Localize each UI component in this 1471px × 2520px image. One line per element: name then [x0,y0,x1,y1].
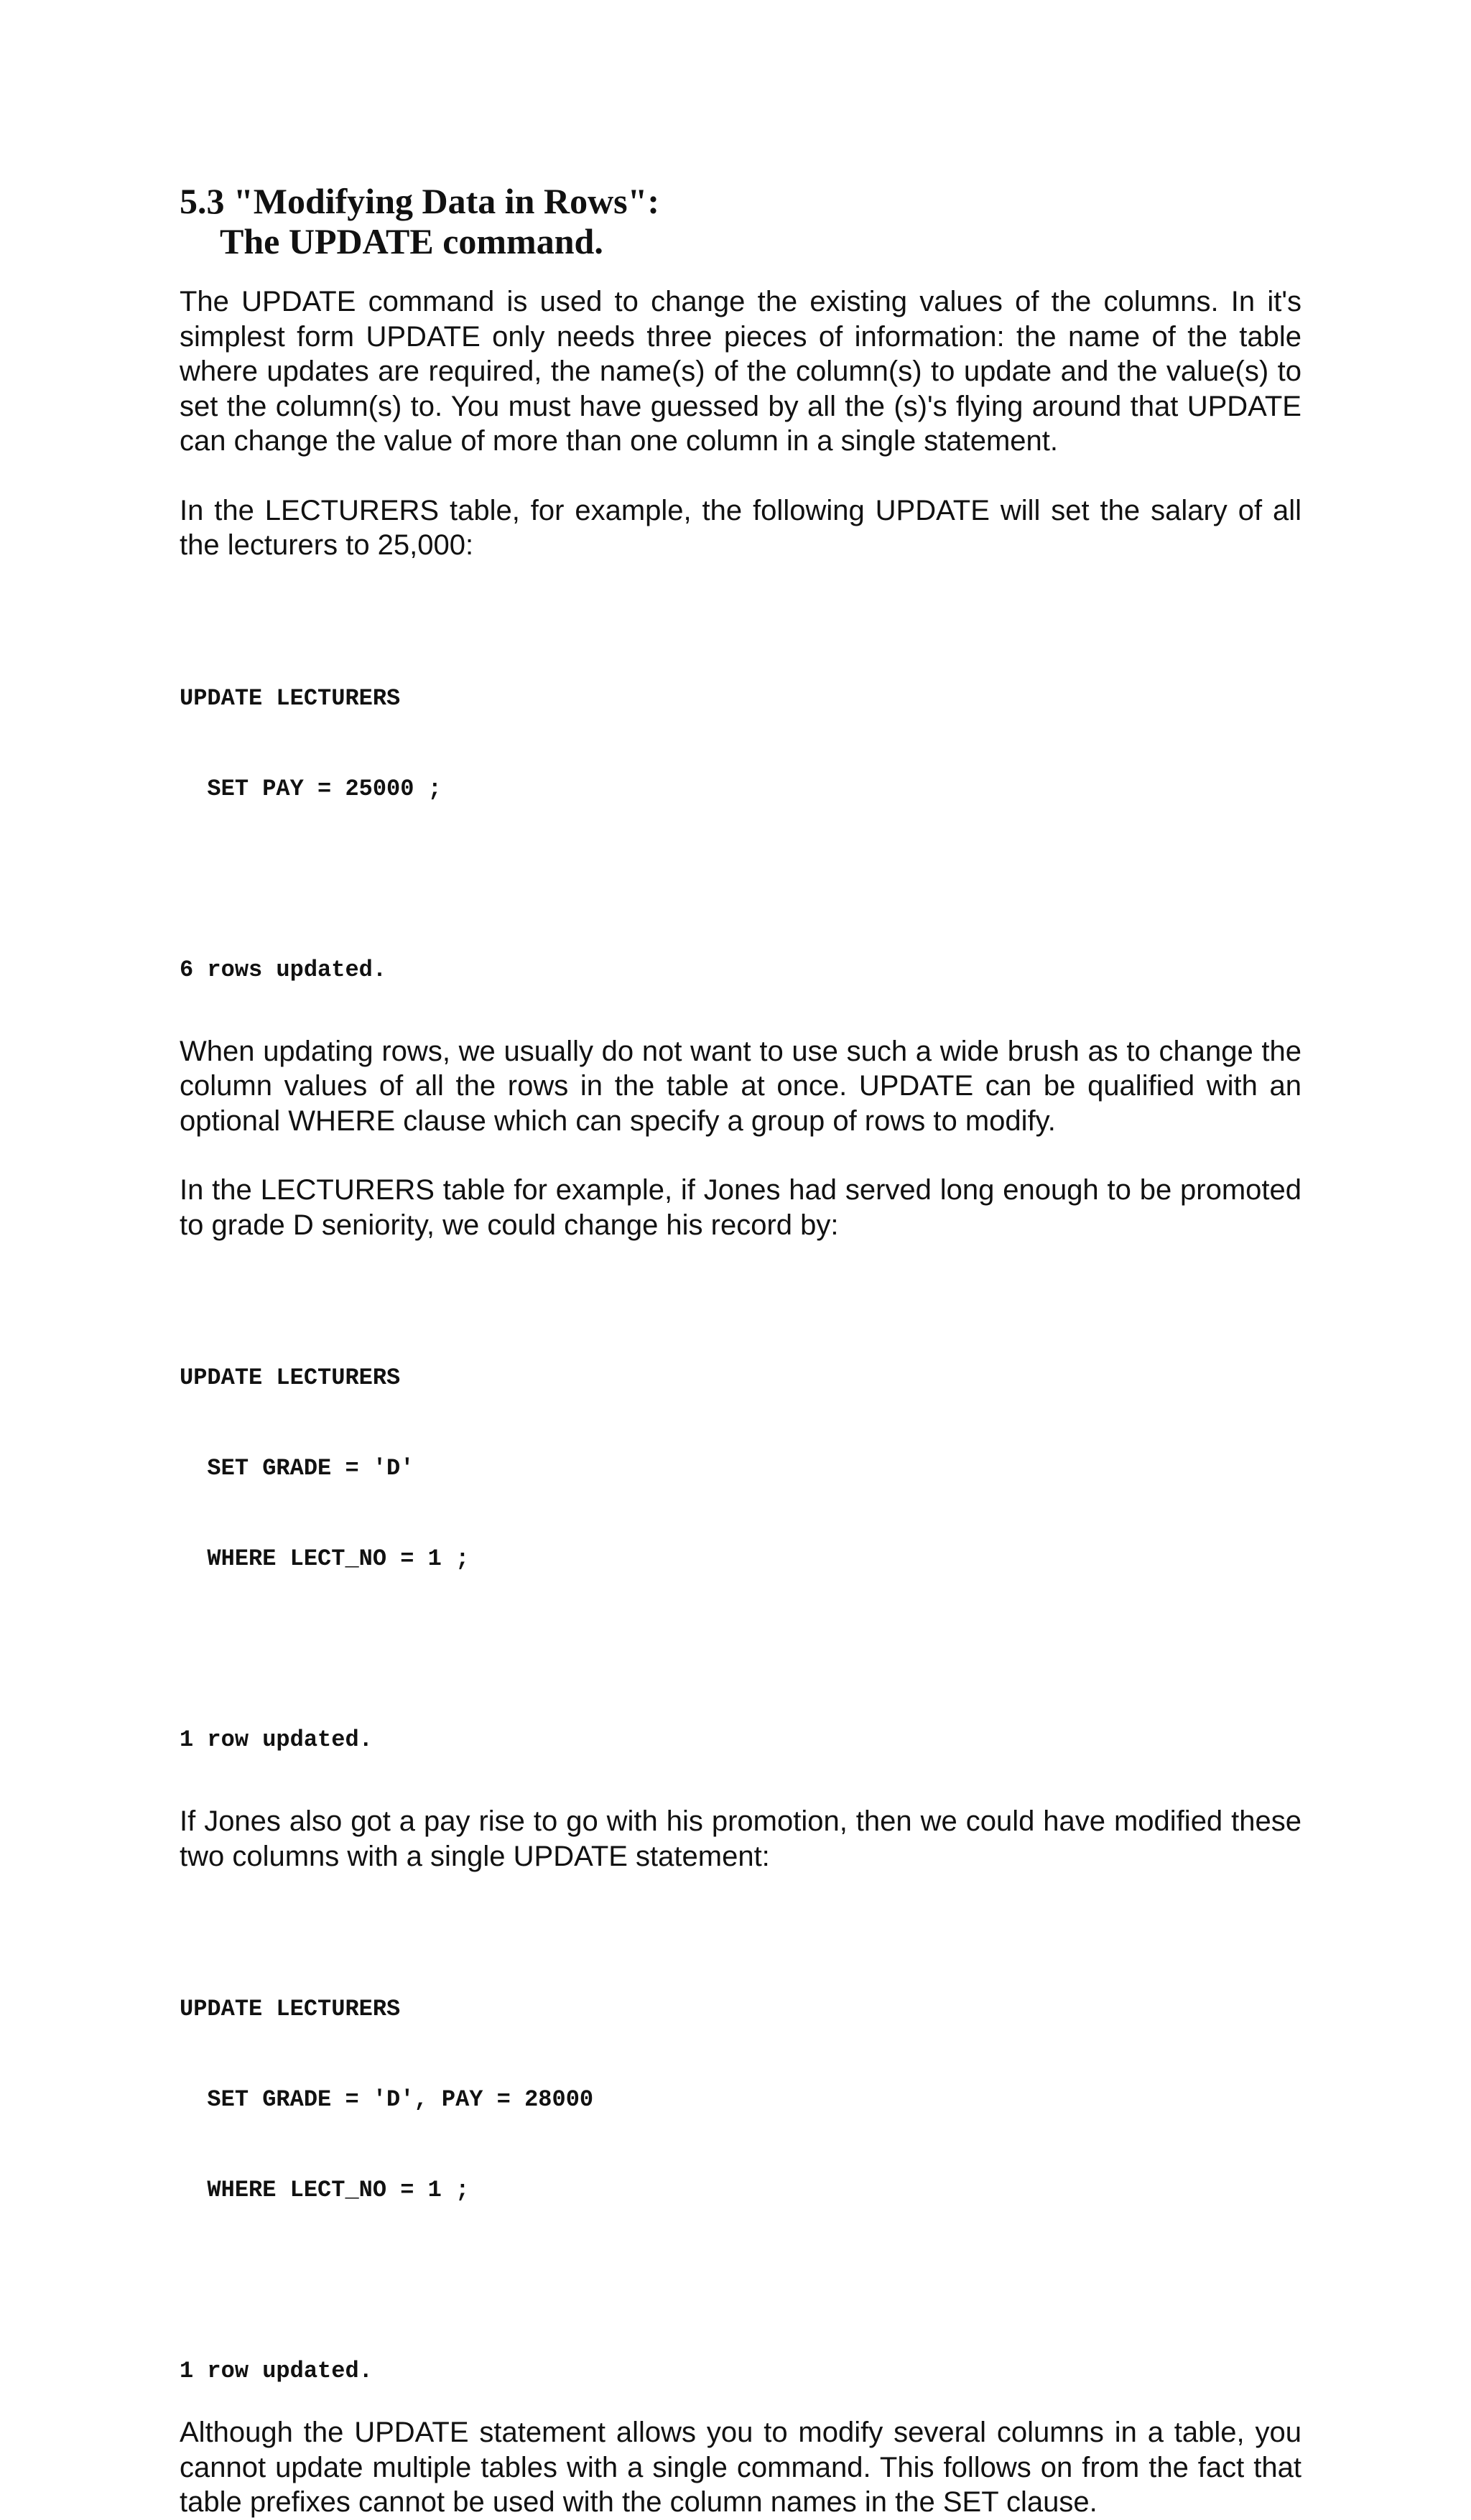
paragraph-example-2: In the LECTURERS table for example, if Jones had served long enough to be promoted to grade D seniority, we could change his record by: [180,1174,1301,1241]
section-heading [180,181,1301,261]
code-line: UPDATE LECTURERS [180,1996,401,2022]
paragraph-intro: The UPDATE command is used to change the existing values of the columns. In it's simplest form UPDATE only needs three pieces of information: the name of the table where updates are required, the name(s) of the column(s) to update and the value(s) to set the column(s) to. You must have guessed by all the (s)'s flying around that UPDATE can change the value of more than one column in a single statement. [180,286,1301,457]
paragraph-where-intro: When updating rows, we usually do not want to use such a wide brush as to change the column values of all the rows in the table at once. UPDATE can be qualified with an optional WHERE clause which can specify a group of rows to modify. [180,1035,1301,1137]
section-number-title: 5.3 "Modifying Data in Rows": [180,181,660,221]
code-result-2: 1 row updated. [180,1726,373,1753]
code-line: UPDATE LECTURERS [180,684,401,712]
paragraph-conclusion: Although the UPDATE statement allows you to modify several columns in a table, you cannot update multiple tables with a single command. This follows on from the fact that table prefixes cannot be used with the column names in the SET clause. [180,2417,1301,2518]
code-line: SET GRADE = 'D' [180,1455,414,1482]
document-page [180,181,1301,2520]
code-line: SET PAY = 25000 ; [180,775,442,802]
paragraph-example-3: If Jones also got a pay rise to go with his promotion, then we could have modified these two columns with a single UPDATE statement: [180,1805,1301,1872]
code-line: WHERE LECT_NO = 1 ; [180,2177,470,2203]
code-block-3 [180,1934,1301,2266]
code-line: WHERE LECT_NO = 1 ; [180,1545,470,1572]
code-block-1 [180,623,1301,865]
code-result-3: 1 row updated. [180,2358,373,2384]
code-line: SET GRADE = 'D', PAY = 28000 [180,2086,594,2113]
code-block-2 [180,1303,1301,1635]
code-result-1: 6 rows updated. [180,956,387,983]
paragraph-example-1: In the LECTURERS table, for example, the following UPDATE will set the salary of all the lecturers to 25,000: [180,494,1301,561]
code-line: UPDATE LECTURERS [180,1364,401,1391]
section-subtitle: The UPDATE command. [220,221,603,261]
